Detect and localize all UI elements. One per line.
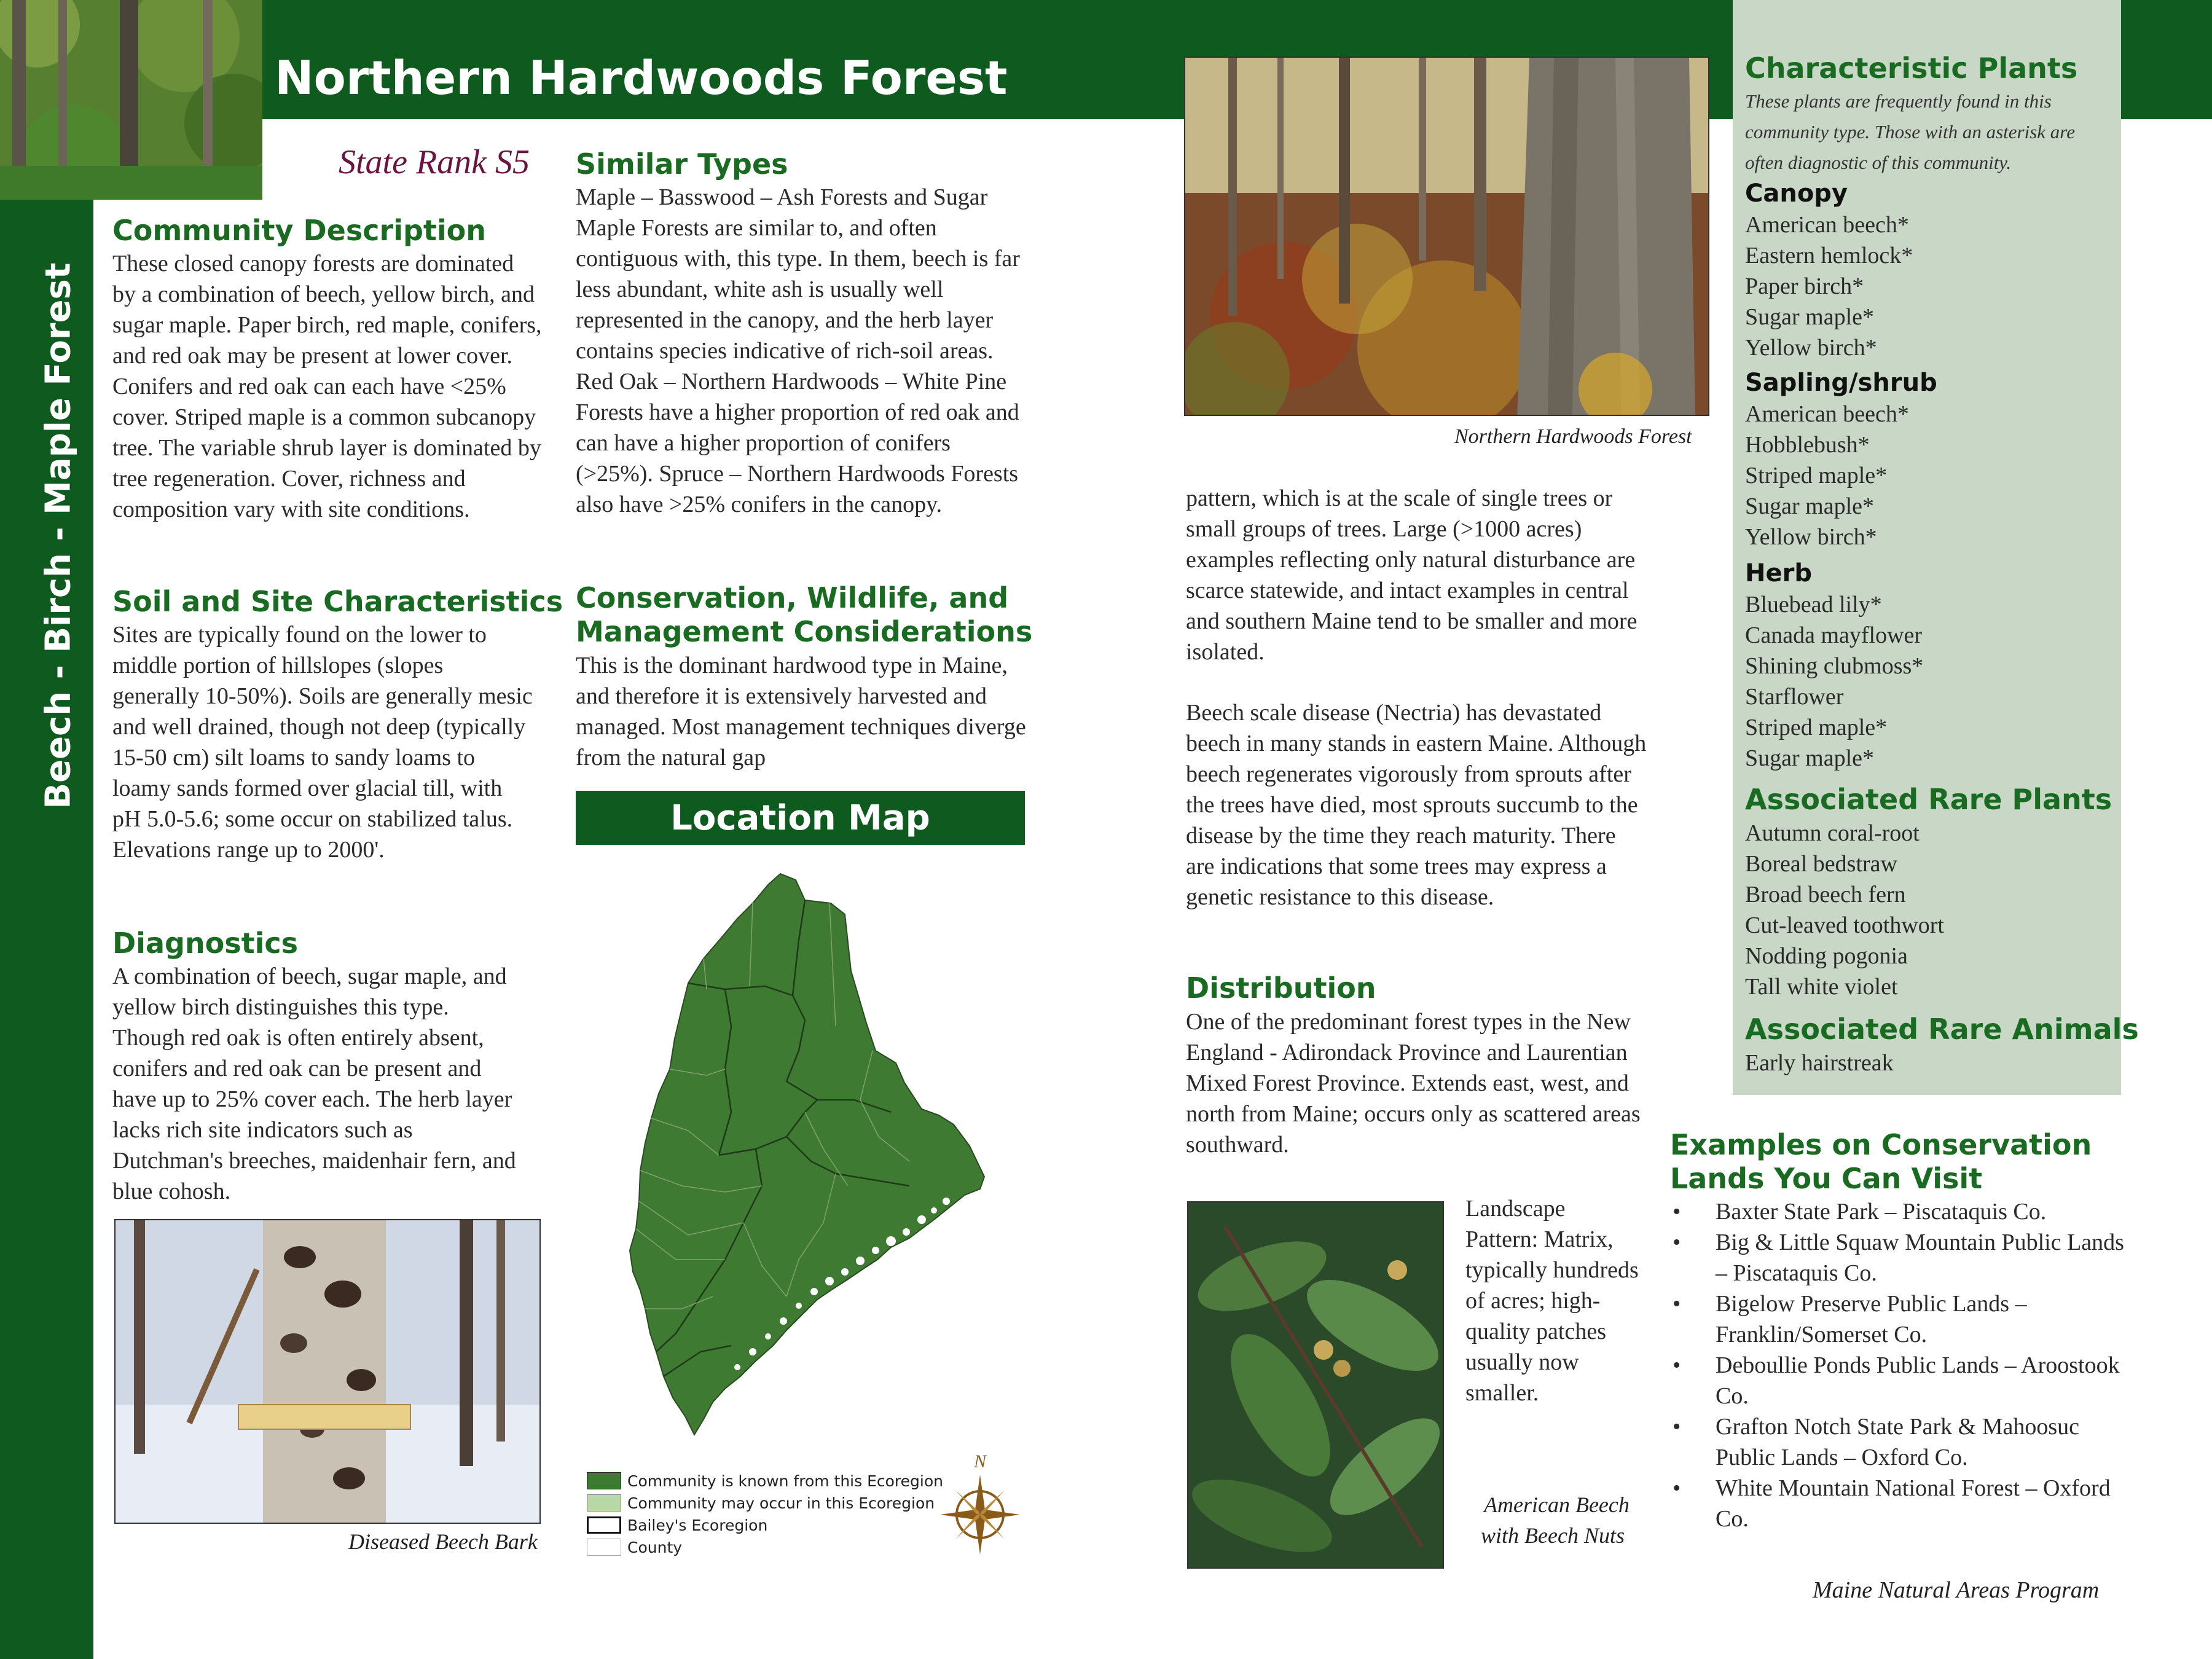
legend-label-may-occur: Community may occur in this Ecoregion [627, 1494, 935, 1512]
legend-item-county [587, 1536, 943, 1558]
page-title: Northern Hardwoods Forest [275, 50, 1008, 105]
plant-item: Sugar maple* [1745, 493, 1875, 519]
conservation-heading-line1: Conservation, Wildlife, and [576, 581, 1009, 614]
similar-types-text: Maple – Basswood – Ash Forests and Sugar Maple Forests are similar to, and often contiguous with, this type. In them, beech is far less abundant, white ash is usually well represented in the canopy, and the herb layer contains species indicative of rich-soil areas. Red Oak – Northern Hardwoods – White Pine Forests have a higher proportion of red oak and can have a higher proportion of conifers (>25%). Spruce – Northern Hardwoods Forests also have >25% conifers in the canopy. [576, 184, 1020, 517]
rare-plant-item: Tall white violet [1745, 974, 1898, 1000]
rare-plant-item: Broad beech fern [1745, 882, 1906, 908]
location-map-banner [576, 791, 1025, 845]
legend-swatch-ecoregion [587, 1516, 621, 1534]
plant-item: American beech* [1745, 212, 1909, 238]
rare-plants-list [1745, 818, 2101, 1002]
legend-swatch-county [587, 1539, 621, 1556]
rare-plant-item: Autumn coral-root [1745, 820, 1920, 846]
diagnostics-heading: Diagnostics [112, 927, 299, 960]
plant-item: American beech* [1745, 401, 1909, 427]
plant-item: Hobblebush* [1745, 432, 1870, 458]
diseased-beech-bark-photo [114, 1219, 541, 1524]
plant-group-canopy: Canopy [1745, 179, 1848, 208]
examples-heading-line2: Lands You Can Visit [1670, 1162, 1983, 1195]
plant-item: Canada mayflower [1745, 622, 1923, 648]
landscape-pattern-text: Landscape Pattern: Matrix, typically hundreds of acres; high-quality patches usually now smaller. [1465, 1196, 1639, 1406]
rare-animals-list [1745, 1048, 2101, 1078]
side-title: Beech - Birch - Maple Forest [38, 262, 79, 809]
plant-item: Shining clubmoss* [1745, 653, 1924, 679]
plant-item: Paper birch* [1745, 273, 1864, 299]
example-item: • Deboullie Ponds Public Lands – Aroostook Co. [1670, 1350, 2137, 1411]
examples-heading-line1: Examples on Conservation [1670, 1128, 2092, 1161]
legend-label-ecoregion: Bailey's Ecoregion [627, 1516, 768, 1534]
plant-item: Striped maple* [1745, 463, 1888, 488]
caption-diseased-beech-bark: Diseased Beech Bark [348, 1529, 538, 1554]
plant-item: Bluebead lily* [1745, 592, 1882, 618]
conservation-text: This is the dominant hardwood type in Maine, and therefore it is extensively harvested and managed. Most management techniques diverge from the natural gap [576, 653, 1026, 771]
conservation-heading-line2: Management Considerations [576, 615, 1033, 648]
northern-hardwoods-forest-photo [1184, 57, 1709, 416]
caption-northern-hardwoods-forest: Northern Hardwoods Forest [1454, 425, 1692, 448]
plant-item: Eastern hemlock* [1745, 243, 1913, 269]
map-legend [587, 1470, 943, 1558]
rare-plant-item: Cut-leaved toothwort [1745, 912, 1944, 938]
soil-site-text: Sites are typically found on the lower to middle portion of hillslopes (slopes generally 10-50%). Soils are generally mesic and well drained, though not deep (typically 15-50 cm) silt loams to sandy loams to loamy sands formed over glacial till, with pH 5.0-5.6; some occur on stabilized talus. Elevations range up to 2000'. [112, 622, 533, 863]
diagnostics-text: A combination of beech, sugar maple, and yellow birch distinguishes this type. Though red oak is often entirely absent, conifers and red oak can be present and have up to 25% cover each. The herb layer lacks rich site indicators such as Dutchman's breeches, maidenhair fern, and blue cohosh. [112, 963, 516, 1204]
plant-item: Sugar maple* [1745, 745, 1875, 771]
example-item: • Big & Little Squaw Mountain Public Lands – Piscataquis Co. [1670, 1227, 2137, 1288]
state-rank: State Rank S5 [339, 143, 530, 181]
example-item: • Bigelow Preserve Public Lands – Franklin/Somerset Co. [1670, 1288, 2137, 1350]
distribution-heading: Distribution [1186, 971, 1376, 1005]
plant-item: Yellow birch* [1745, 335, 1877, 361]
location-map-title: Location Map [670, 798, 930, 838]
plant-group-herb: Herb [1745, 559, 1812, 587]
legend-label-known: Community is known from this Ecoregion [627, 1472, 944, 1490]
legend-swatch-may-occur [587, 1494, 621, 1512]
plant-item: Yellow birch* [1745, 524, 1877, 550]
compass-north-label: N [973, 1451, 987, 1472]
similar-types-heading: Similar Types [576, 147, 788, 181]
rare-plant-item: Nodding pogonia [1745, 943, 1908, 969]
example-item: • White Mountain National Forest – Oxford Co. [1670, 1473, 2137, 1534]
maine-state-shape [630, 874, 984, 1435]
legend-item-may-occur [587, 1492, 943, 1514]
example-item: • Baxter State Park – Piscataquis Co. [1670, 1196, 2137, 1227]
distribution-text: One of the predominant forest types in the New England - Adirondack Province and Laurentian Mixed Forest Province. Extends east, west, and north from Maine; occurs only as scattered areas southward. [1186, 1009, 1641, 1158]
legend-swatch-known [587, 1472, 621, 1489]
plant-list-canopy [1745, 210, 2101, 363]
characteristic-plants-intro: These plants are frequently found in this community type. Those with an asterisk are often diagnostic of this community. [1745, 90, 2075, 173]
plant-item: Sugar maple* [1745, 304, 1875, 330]
rare-plant-item: Boreal bedstraw [1745, 851, 1897, 877]
characteristic-plants-heading: Characteristic Plants [1745, 52, 2078, 85]
legend-item-known [587, 1470, 943, 1492]
legend-item-ecoregion [587, 1514, 943, 1536]
example-item: • Grafton Notch State Park & Mahoosuc Public Lands – Oxford Co. [1670, 1411, 2137, 1473]
rare-animal-item: Early hairstreak [1745, 1050, 1894, 1076]
american-beech-photo [1187, 1201, 1444, 1569]
community-description-text: These closed canopy forests are dominated by a combination of beech, yellow birch, and sugar maple. Paper birch, red maple, conifers, and red oak may be present at lower cover. Conifers and red oak can each have <25% cover. Striped maple is a common subcanopy tree. The variable shrub layer is dominated by tree regeneration. Cover, richness and composition vary with site conditions. [112, 251, 542, 522]
rare-plants-heading: Associated Rare Plants [1745, 783, 2112, 816]
community-description-heading: Community Description [112, 214, 486, 247]
plant-list-herb [1745, 589, 2101, 774]
legend-label-county: County [627, 1538, 683, 1556]
soil-site-heading: Soil and Site Characteristics [112, 585, 563, 618]
forest-thumbnail-photo [0, 0, 262, 200]
compass-rose-icon [937, 1450, 1023, 1561]
maine-location-map [602, 866, 1008, 1444]
plant-item: Starflower [1745, 684, 1844, 710]
conservation-text-beech-scale: Beech scale disease (Nectria) has devastated beech in many stands in eastern Maine. Although beech regenerates vigorously from sprouts after the trees have died, most sprouts succumb to the disease by the time they reach maturity. There are indications that some trees may express a genetic resistance to this disease. [1186, 700, 1647, 910]
plant-group-sapling-shrub: Sapling/shrub [1745, 369, 1937, 397]
caption-american-beech-line1: American Beech [1484, 1492, 1630, 1517]
rare-animals-heading: Associated Rare Animals [1745, 1013, 2139, 1046]
footer-program-name: Maine Natural Areas Program [1813, 1577, 2100, 1603]
examples-list [1670, 1196, 2137, 1534]
caption-american-beech-line2: with Beech Nuts [1481, 1523, 1625, 1548]
plant-list-sapling-shrub [1745, 399, 2101, 552]
plant-item: Striped maple* [1745, 715, 1888, 740]
conservation-text-continued: pattern, which is at the scale of single trees or small groups of trees. Large (>1000 acres) examples reflecting only natural disturbance are scarce statewide, and intact examples in central and southern Maine tend to be smaller and more isolated. [1186, 485, 1637, 665]
